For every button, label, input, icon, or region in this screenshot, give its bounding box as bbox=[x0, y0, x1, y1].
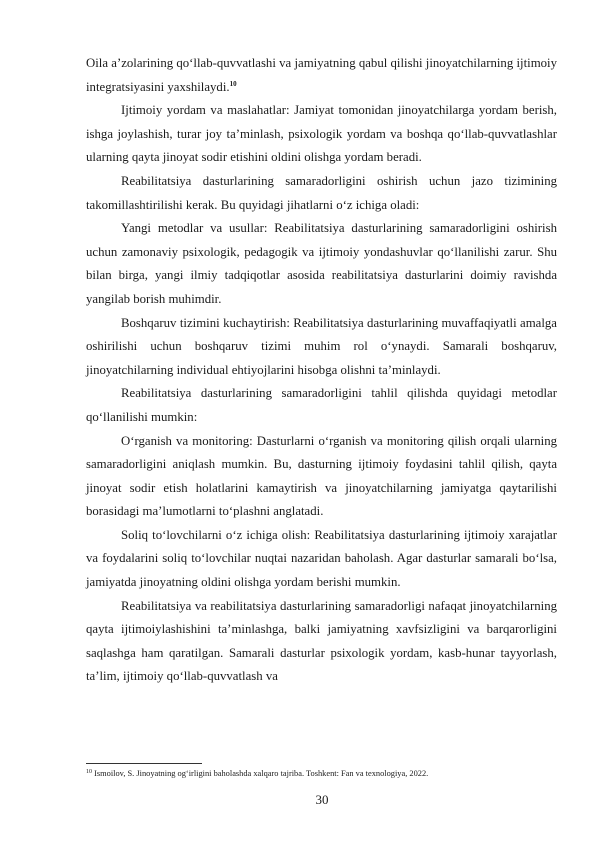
paragraph-text: Oila a’zolarining qo‘llab-quvvatlashi va jamiyatning qabul qilishi jinoyatchilarning ijtimoiy integratsiyasini yaxshilaydi. bbox=[86, 56, 557, 94]
paragraph: O‘rganish va monitoring: Dasturlarni o‘rganish va monitoring qilish orqali ularning samaradorligini aniqlash mumkin. Bu, dasturning ijtimoiy foydasini tahlil qilish, qayta jinoyat sodir etish holatlarini kamaytirish va jinoyatchilarning jamiyatga qaytarilishi borasidagi ma’lumotlarni to‘plashni anglatadi. bbox=[86, 433, 557, 519]
paragraph: Yangi metodlar va usullar: Reabilitatsiya dasturlarining samaradorligini oshirish uchun zamonaviy psixologik, pedagogik va ijtimoiy yondashuvlar qo‘llanilishi zarur. Shu bilan birga, yangi ilmiy tadqiqotlar asosida reabilitatsiya dasturlarini doimiy ravishda yangilab borish muhimdir. bbox=[86, 221, 557, 306]
footnote-text: Ismoilov, S. Jinoyatning og‘irligini baholashda xalqaro tajriba. Toshkent: Fan va texnologiya, 2022. bbox=[94, 769, 429, 778]
footnote-number: 10 bbox=[86, 769, 92, 775]
paragraph: Reabilitatsiya dasturlarining samaradorligini tahlil qilishda quyidagi metodlar qo‘llanilishi mumkin: bbox=[86, 386, 557, 424]
paragraph-continuation bbox=[86, 52, 557, 99]
footnote bbox=[86, 768, 566, 779]
body-text bbox=[86, 52, 557, 689]
paragraph: Reabilitatsiya va reabilitatsiya dasturlarining samaradorligi nafaqat jinoyatchilarning qayta ijtimoiylashishini ta’minlashga, balki jamiyatning xavfsizligini va barqarorligini saqlashga ham qaratilgan. Samarali dasturlar psixologik yordam, kasb-hunar tayyorlash, ta’lim, ijtimoiy qo‘llab-quvvatlash va bbox=[86, 598, 557, 684]
page-number: 30 bbox=[315, 792, 329, 807]
paragraph: Boshqaruv tizimini kuchaytirish: Reabilitatsiya dasturlarining muvaffaqiyatli amalga oshirilishi uchun boshqaruv tizimi muhim rol o‘ynaydi. Samarali boshqaruv, jinoyatchilarning individual ehtiyojlarini hisobga olishni ta’minlaydi. bbox=[86, 315, 557, 377]
footnote-reference: 10 bbox=[229, 79, 237, 88]
paragraph: Reabilitatsiya dasturlarining samaradorligini oshirish uchun jazo tizimining takomillashtirilishi kerak. Bu quyidagi jihatlarni o‘z ichiga oladi: bbox=[86, 173, 557, 212]
footnote-divider bbox=[86, 763, 202, 764]
paragraph: Soliq to‘lovchilarni o‘z ichiga olish: Reabilitatsiya dasturlarining ijtimoiy xarajatlar va foydalarini soliq to‘lovchilar nuqtai nazaridan baholash. Agar dasturlar samarali bo‘lsa, jamiyatda jinoyatning oldini olishga yordam berishi mumkin. bbox=[86, 527, 557, 590]
paragraph: Ijtimoiy yordam va maslahatlar: Jamiyat tomonidan jinoyatchilarga yordam berish, ishga joylashish, turar joy ta’minlash, psixologik yordam va boshqa qo‘llab-quvvatlashlar ularning qayta jinoyat sodir etishini oldini olishga yordam beradi. bbox=[86, 103, 557, 165]
